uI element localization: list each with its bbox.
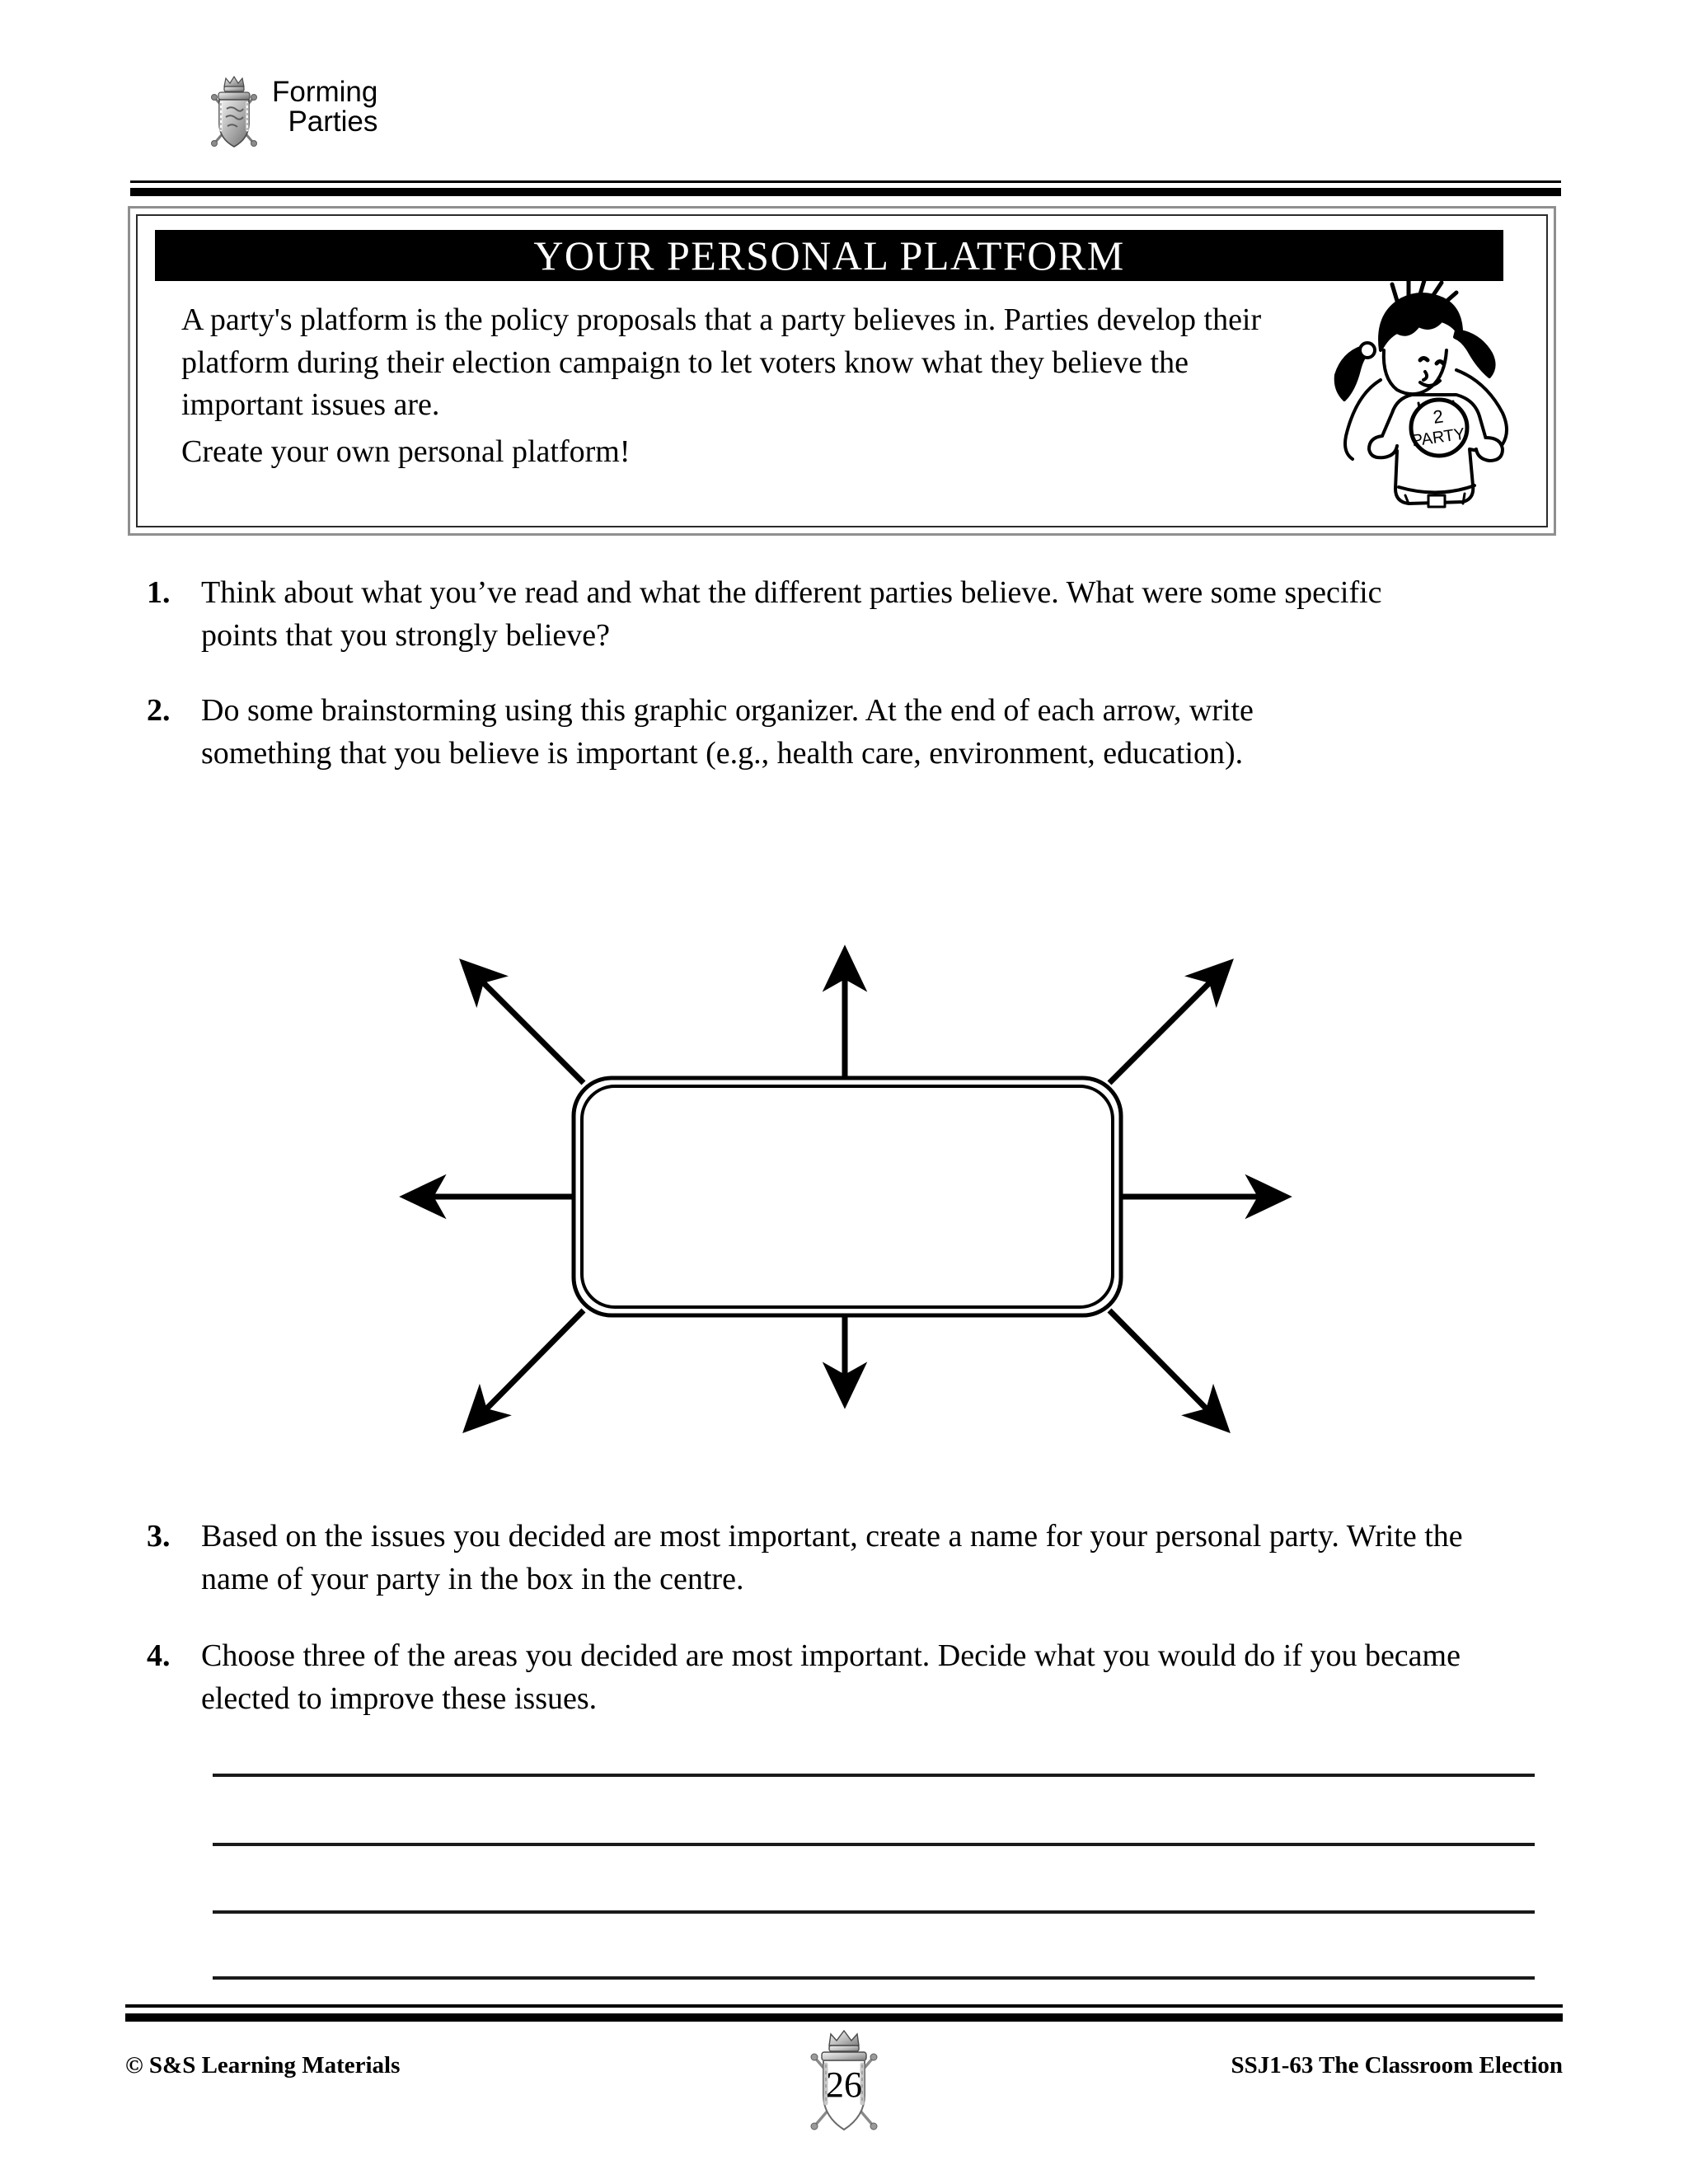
page-title-banner: YOUR PERSONAL PLATFORM [155,230,1503,281]
intro-paragraph: A party's platform is the policy proposals that a party believes in. Parties develop their platform during their election campaign to let voters know what they believe the important issues are. [181,302,1262,423]
arrow-up-left [465,964,584,1083]
footer-rule-thick [125,2013,1563,2022]
list-item-text: Think about what you’ve read and what the different parties believe. What were some specific points that you strongly believe? [201,575,1382,654]
list-item-text: Choose three of the areas you decided are most important. Decide what you would do if you became elected to improve these issues. [201,1638,1461,1717]
list-item [147,571,1432,658]
footer-page-crest [795,2024,893,2139]
arrow-down-right [1109,1310,1225,1427]
list-item [147,1634,1498,1721]
arrow-down-left [468,1310,584,1427]
footer-resource-code: SSJ1-63 The Classroom Election [1231,2052,1563,2079]
answer-writing-line[interactable] [213,1774,1535,1777]
svg-text:2: 2 [1432,405,1445,428]
girl-holding-party-shirt-icon [1333,274,1539,522]
header-rule-thin [130,180,1561,183]
list-item-text: Based on the issues you decided are most important, create a name for your personal party. Write the name of your party in the box in the centre. [201,1519,1463,1597]
header-title-line-2: Parties [288,105,378,138]
list-item-text: Do some brainstorming using this graphic organizer. At the end of each arrow, write something that you believe is important (e.g., health care, environment, education). [201,693,1254,771]
header-title-block [272,77,377,136]
list-item [147,1515,1482,1601]
royal-crest-icon [204,73,264,152]
svg-text:PARTY: PARTY [1410,424,1466,451]
footer-rule-thin [125,2004,1563,2008]
intro-box [128,206,1556,536]
answer-writing-line[interactable] [213,1843,1535,1846]
list-item-number: 4. [147,1638,171,1673]
list-item [147,689,1350,776]
graphic-organizer-diagram [379,874,1311,1434]
list-item-number: 1. [147,575,171,610]
list-item-number: 3. [147,1519,171,1554]
answer-writing-line[interactable] [213,1976,1535,1980]
page-number: 26 [826,2064,862,2105]
page-header [0,0,1688,194]
answer-writing-line[interactable] [213,1910,1535,1914]
header-rule-thick [130,188,1561,196]
list-item-number: 2. [147,693,171,728]
arrow-up-right [1109,964,1228,1083]
footer-copyright: © S&S Learning Materials [125,2052,401,2079]
intro-callout: Create your own personal platform! [181,434,631,469]
header-logo-group [204,73,377,152]
party-name-box-inner [582,1086,1113,1307]
header-title-line-1: Forming [272,76,378,108]
